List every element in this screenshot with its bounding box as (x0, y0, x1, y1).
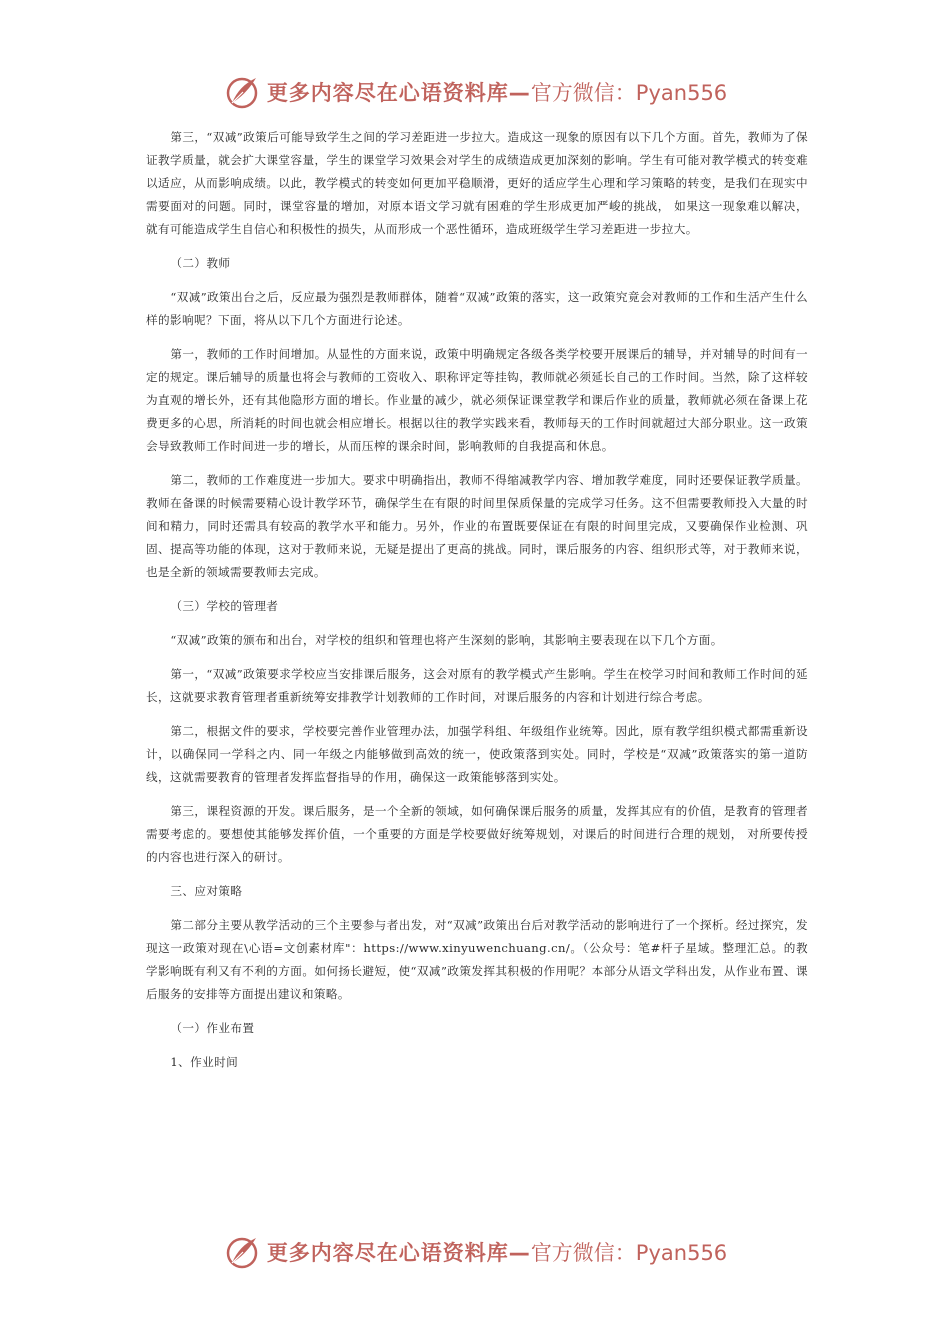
quill-logo-icon (223, 1233, 261, 1271)
banner-wechat-text: 官方微信：Pyan556 (530, 1241, 728, 1265)
quill-logo-icon (223, 73, 261, 111)
section-heading: （一）作业布置 (170, 1021, 255, 1035)
section-heading: （二）教师 (170, 256, 231, 270)
paragraph: 第一，教师的工作时间增加。从显性的方面来说，政策中明确规定各级各类学校要开展课后的辅导，并对辅导的时间有一定的规定。课后辅导的质量也将会与教师的工资收入、职称评定等挂钩，教师就必须延长自己的工作时间。当然，除了这样较为直观的增长外，还有其他隐形方面的增长。作业量的减少，就必须保证课堂教学和课后作业的质量，教师就必须在备课上花费更多的心思，所消耗的时间也就会相应增长。根据以往的教学实践来看，教师每天的工作时间就超过大部分职业。这一政策会导致教师工作时间进一步的增长，从而压榨的课余时间，影响教师的自我提高和休息。 (146, 347, 808, 453)
paragraph: 第三，课程资源的开发。课后服务，是一个全新的领域，如何确保课后服务的质量，发挥其应有的价值，是教育的管理者需要考虑的。要想使其能够发挥价值，一个重要的方面是学校要做好统筹规划，对课后的时间进行合理的规划， 对所要传授的内容也进行深入的研讨。 (146, 804, 808, 864)
section-heading: （三）学校的管理者 (170, 599, 279, 613)
paragraph: 第二部分主要从教学活动的三个主要参与者出发，对“双减”政策出台后对教学活动的影响进行了一个探析。经过探究，发现这一政策对现在\心语=文创素材库"：https://www.xinyuwenchuang.cn/。（公众号：笔#杆子星域。整理汇总。的教学影响既有利又有不利的方面。如何扬长避短，使“双减”政策发挥其积极的作用呢？本部分从语文学科出发，从作业布置、课后服务的安排等方面提出建议和策略。 (146, 918, 808, 1001)
section-heading: 三、应对策略 (170, 884, 243, 898)
paragraph: 第二，根据文件的要求，学校要完善作业管理办法，加强学科组、年级组作业统筹。因此，原有教学组织模式都需重新设计，以确保同一学科之内、同一年级之内能够做到高效的统一，使政策落到实处。同时，学校是“双减”政策落实的第一道防线，这就需要教育的管理者发挥监督指导的作用，确保这一政策能够落到实处。 (146, 724, 808, 784)
banner-main-text: 更多内容尽在心语资料库— (266, 1241, 531, 1265)
paragraph: “双减”政策的颁布和出台，对学校的组织和管理也将产生深刻的影响，其影响主要表现在以下几个方面。 (170, 633, 723, 647)
banner-main-text: 更多内容尽在心语资料库— (266, 81, 531, 105)
section-heading: 1、作业时间 (170, 1055, 239, 1069)
paragraph: 第二，教师的工作难度进一步加大。要求中明确指出，教师不得缩减教学内容、增加教学难度，同时还要保证教学质量。教师在备课的时候需要精心设计教学环节，确保学生在有限的时间里保质保量的完成学习任务。这不但需要教师投入大量的时间和精力，同时还需具有较高的教学水平和能力。另外，作业的布置既要保证在有限的时间里完成，又要确保作业检测、巩固、提高等功能的体现，这对于教师来说，无疑是提出了更高的挑战。同时，课后服务的内容、组织形式等，对于教师来说，也是全新的领域需要教师去完成。 (146, 473, 808, 579)
footer-banner (0, 1232, 950, 1272)
document-body (146, 126, 808, 1085)
banner-wechat-text: 官方微信：Pyan556 (530, 81, 728, 105)
paragraph: “双减”政策出台之后，反应最为强烈是教师群体，随着“双减”政策的落实，这一政策究竟会对教师的工作和生活产生什么样的影响呢？下面，将从以下几个方面进行论述。 (146, 290, 808, 327)
paragraph: 第一，“双减”政策要求学校应当安排课后服务，这会对原有的教学模式产生影响。学生在校学习时间和教师工作时间的延长，这就要求教育管理者重新统筹安排教学计划教师的工作时间，对课后服务的内容和计划进行综合考虑。 (146, 667, 808, 704)
paragraph: 第三，“双减”政策后可能导致学生之间的学习差距进一步拉大。造成这一现象的原因有以下几个方面。首先，教师为了保证教学质量，就会扩大课堂容量，学生的课堂学习效果会对学生的成绩造成更加深刻的影响。学生有可能对教学模式的转变难以适应，从而影响成绩。以此，教学模式的转变如何更加平稳顺滑，更好的适应学生心理和学习策略的转变，是我们在现实中需要面对的问题。同时，课堂容量的增加，对原本语文学习就有困难的学生形成更加严峻的挑战， 如果这一现象难以解决，就有可能造成学生自信心和积极性的损失，从而形成一个恶性循环，造成班级学生学习差距进一步拉大。 (146, 130, 808, 236)
header-banner (0, 72, 950, 112)
